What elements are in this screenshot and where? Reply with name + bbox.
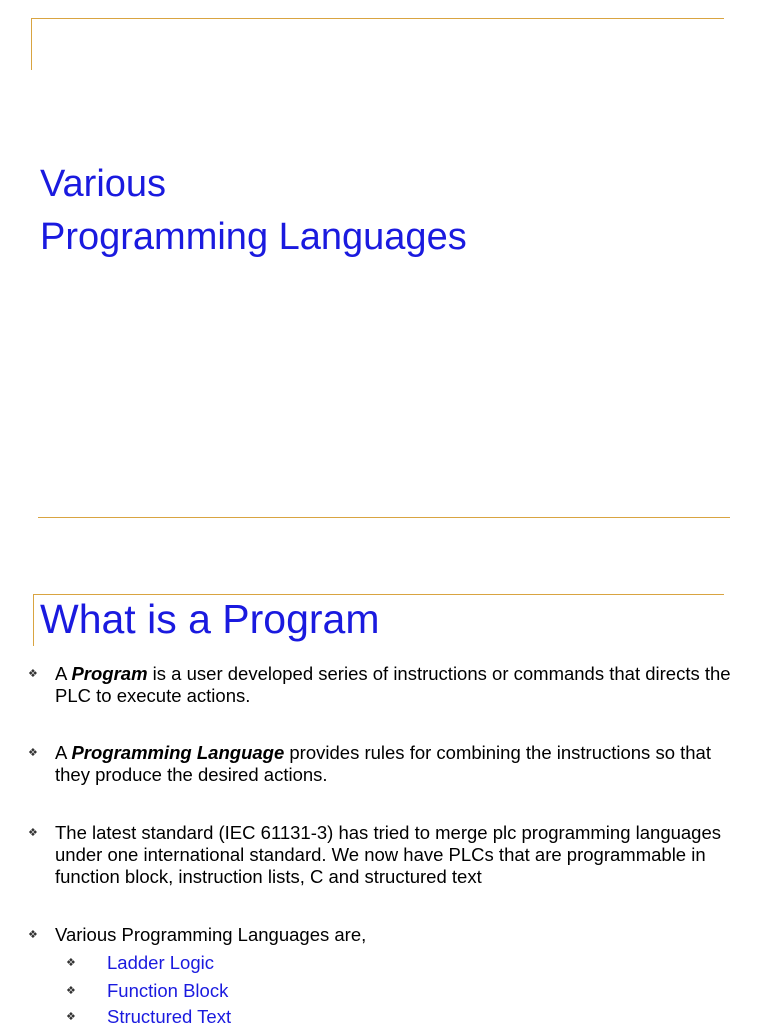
sub-list-item xyxy=(66,980,666,1002)
sub-bullet-text: Function Block xyxy=(107,980,229,1001)
slide1-top-rule xyxy=(32,18,724,19)
bullet-rest: provides rules for combining the instructions so that they produce the desired actions. xyxy=(55,742,711,785)
diamond-bullet-icon: ❖ xyxy=(28,827,38,839)
slide1-title-line1: Various xyxy=(40,163,167,205)
slide1-left-rule xyxy=(31,18,32,70)
bullet-rest: is a user developed series of instructions or commands that directs the PLC to execute actions. xyxy=(55,663,731,706)
bullet-text: The latest standard (IEC 61131-3) has tried to merge plc programming languages under one international standard. We now have PLCs that are programmable in function block, instruction lists, C and structured text xyxy=(55,822,722,887)
bullet-prefix: A xyxy=(55,742,72,763)
slide1-title-line2: Programming Languages xyxy=(40,216,467,258)
slide1-bottom-rule xyxy=(38,517,730,518)
sub-bullet-text: Ladder Logic xyxy=(107,952,214,973)
bullet-emphasis: Programming Language xyxy=(71,742,285,763)
slide2-title: What is a Program xyxy=(40,596,380,642)
bullet-text xyxy=(55,663,748,707)
sub-list-item xyxy=(66,952,666,974)
bullet-text: Various Programming Languages are, xyxy=(55,924,367,945)
list-item xyxy=(28,663,748,707)
bullet-prefix: A xyxy=(55,663,72,684)
sub-bullet-text: Structured Text xyxy=(107,1006,232,1027)
list-item xyxy=(28,742,748,786)
bullet-emphasis: Program xyxy=(71,663,148,684)
list-item xyxy=(28,924,748,946)
diamond-bullet-icon: ❖ xyxy=(28,929,38,941)
slide2-top-rule xyxy=(34,594,724,595)
diamond-bullet-icon: ❖ xyxy=(28,747,38,759)
diamond-bullet-icon: ❖ xyxy=(66,1011,76,1023)
bullet-text xyxy=(55,742,748,786)
diamond-bullet-icon: ❖ xyxy=(66,957,76,969)
slide1-title xyxy=(40,158,467,264)
diamond-bullet-icon: ❖ xyxy=(28,668,38,680)
slide2-left-rule xyxy=(33,594,34,646)
sub-list-item xyxy=(66,1006,666,1028)
list-item xyxy=(28,822,748,888)
diamond-bullet-icon: ❖ xyxy=(66,985,76,997)
